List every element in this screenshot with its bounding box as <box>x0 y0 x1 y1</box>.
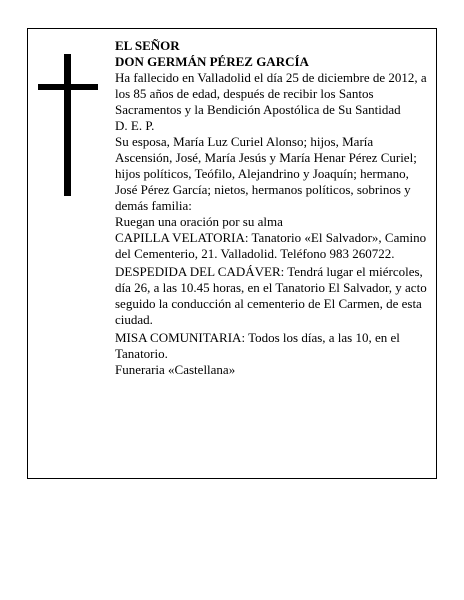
prayer-request: Ruegan una oración por su alma <box>115 214 283 229</box>
death-announcement: Ha fallecido en Valladolid el día 25 de diciembre de 2012, a los 85 años de edad, después de recibir los Santos Sacramentos y la Bendición Apostólica de Su Santidad <box>115 70 427 117</box>
farewell-info: DESPEDIDA DEL CADÁVER: Tendrá lugar el miércoles, día 26, a las 10.45 horas, en el Tanatorio El Salvador, y acto seguido la conducción al cementerio de El Carmen, de esta ciudad. <box>115 264 427 327</box>
dep-abbreviation: D. E. P. <box>115 118 155 133</box>
chapel-info: CAPILLA VELATORIA: Tanatorio «El Salvador», Camino del Cementerio, 21. Valladolid. Teléfono 983 260722. <box>115 230 427 261</box>
latin-cross-icon <box>38 54 98 196</box>
obituary-text <box>115 38 427 378</box>
obituary-title-line1: EL SEÑOR <box>115 38 180 53</box>
cross-vertical-bar <box>64 54 71 196</box>
funeral-home: Funeraria «Castellana» <box>115 362 236 377</box>
mass-info: MISA COMUNITARIA: Todos los días, a las 10, en el Tanatorio. <box>115 330 400 361</box>
family-list: Su esposa, María Luz Curiel Alonso; hijos, María Ascensión, José, María Jesús y María Henar Pérez Curiel; hijos políticos, Teófilo, Alejandrino y Joaquín; hermano, José Pérez García; nietos, hermanos políticos, sobrinos y demás familia: <box>115 134 417 213</box>
obituary-title-line2: DON GERMÁN PÉREZ GARCÍA <box>115 54 309 69</box>
cross-horizontal-bar <box>38 84 98 90</box>
